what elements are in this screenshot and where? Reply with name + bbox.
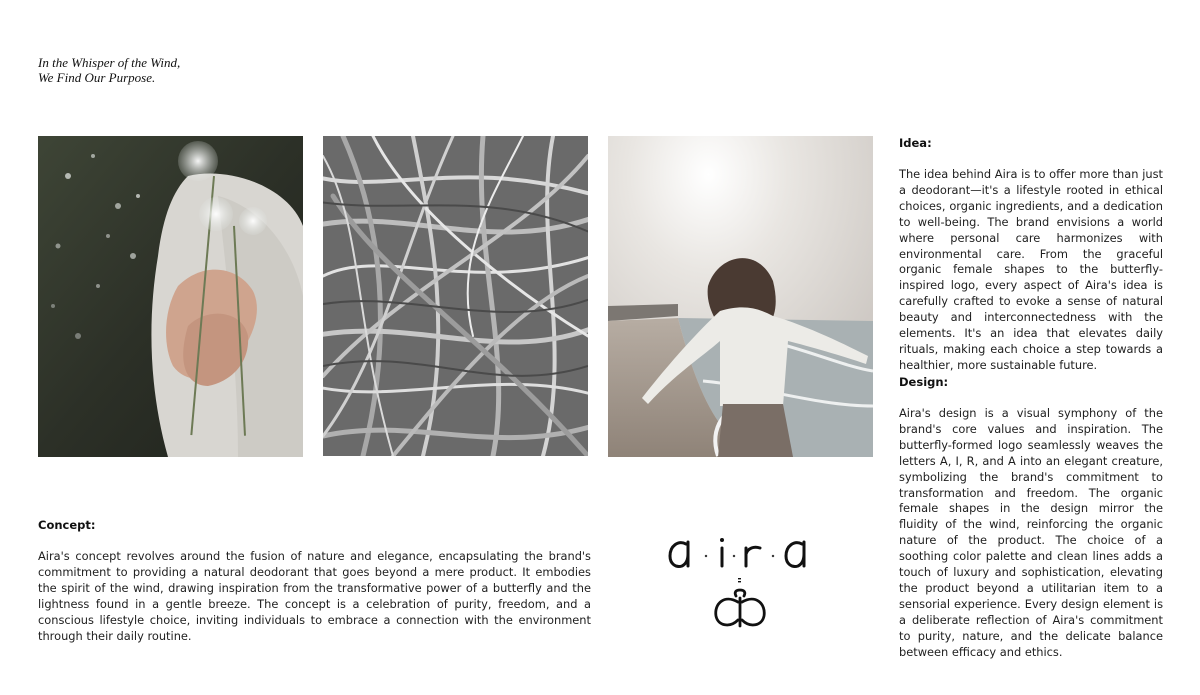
idea-heading: Idea: (899, 136, 932, 150)
tagline-line-2: We Find Our Purpose. (38, 70, 156, 85)
design-text: Aira's design is a visual symphony of the brand's core values and inspiration. The butterfly-formed logo seamlessly weaves the letters A, I, R, and A into an elegant creature, symbolizing the brand's commitment to transformation and freedom. The organic female shapes in the design mirror the fluidity of the wind, reinforcing the organic nature of the product. The choice of a soothing color palette and clean lines adds a touch of luxury and sophistication, elevating the product beyond a utilitarian item to a sensorial experience. Every design element is a deliberate reflection of Aira's commitment to purity, nature, and the delicate balance between efficacy and ethics. (899, 406, 1163, 659)
aira-wordmark-logo-icon (664, 528, 818, 632)
dandelion-hands-photo (38, 136, 303, 457)
design-heading: Design: (899, 375, 949, 389)
grass-photo (323, 136, 588, 456)
concept-text: Aira's concept revolves around the fusion of nature and elegance, encapsulating the brand's commitment to providing a natural deodorant that goes beyond a mere product. It embodies the spirit of the wind, drawing inspiration from the transformative power of a butterfly and the lightness found in a gentle breeze. The concept is a celebration of purity, freedom, and a conscious lifestyle choice, inviting individuals to embrace a connection with the environment through their daily routine. (38, 549, 591, 643)
idea-text: The idea behind Aira is to offer more than just a deodorant—it's a lifestyle rooted in ethical choices, organic ingredients, and a dedication to well-being. The brand envisions a world where personal care harmonizes with environmental care. From the graceful organic female shapes to the butterfly-inspired logo, every aspect of Aira's idea is carefully crafted to evoke a sense of natural beauty and interconnectedness with the elements. It's an idea that elevates daily rituals, making each choice a step towards a healthier, more sustainable future. (899, 167, 1163, 372)
tagline (38, 55, 180, 85)
tagline-line-1: In the Whisper of the Wind, (38, 55, 181, 70)
aira-logo (664, 528, 818, 632)
beach-woman-photo (608, 136, 873, 457)
concept-heading: Concept: (38, 518, 96, 532)
